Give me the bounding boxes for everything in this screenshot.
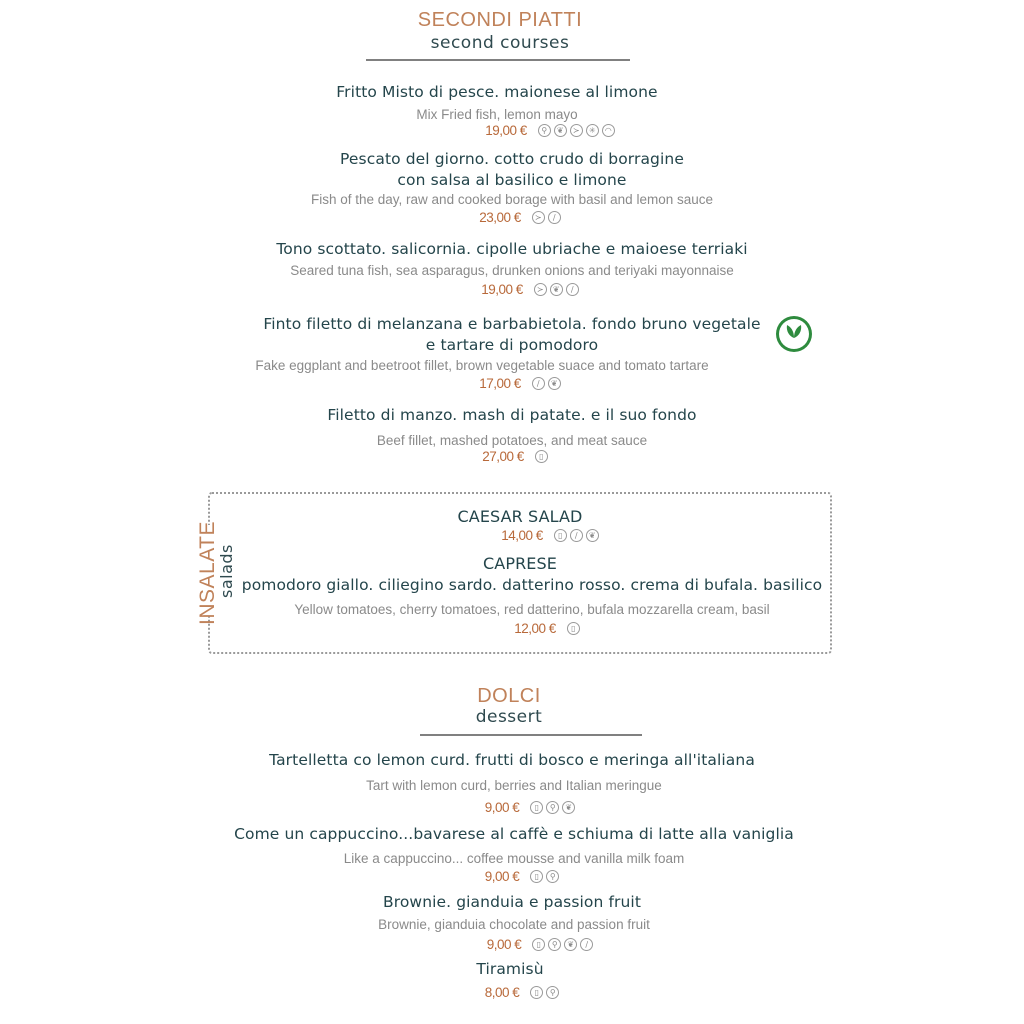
price: 27,00 € — [482, 449, 524, 464]
price: 14,00 € — [501, 528, 543, 543]
dish-name: Come un cappuccino...bavarese al caffè e schiuma di latte alla vaniglia — [234, 825, 794, 843]
section-title-dolci: DOLCI — [477, 685, 541, 707]
gluten-icon: ❦ — [550, 283, 563, 296]
section-title-secondi: SECONDI PIATTI — [417, 9, 583, 31]
gluten-icon: ❦ — [554, 124, 567, 137]
price-row — [8, 210, 1024, 225]
milk-icon: ⚲ — [538, 124, 551, 137]
egg-icon: ▯ — [530, 870, 543, 883]
sulphites-icon: ▯ — [554, 529, 567, 542]
price: 9,00 € — [484, 869, 520, 884]
fish-icon: ≻ — [532, 211, 545, 224]
dish-description: Beef fillet, mashed potatoes, and meat sauce — [376, 433, 648, 448]
shellfish-icon: ◠ — [602, 124, 615, 137]
price: 17,00 € — [479, 376, 521, 391]
price-row — [38, 528, 1024, 543]
dish-description: Seared tuna fish, sea asparagus, drunken onions and teriyaki mayonnaise — [290, 263, 734, 278]
dish-name: Tono scottato. salicornia. cipolle ubriache e maioese terriaki — [276, 240, 748, 258]
price-row — [10, 869, 1024, 884]
dish-name: CAESAR SALAD — [457, 507, 583, 526]
price: 8,00 € — [484, 985, 520, 1000]
section-subtitle-dolci: dessert — [475, 707, 543, 727]
price-row — [18, 282, 1024, 297]
fish-icon: ≻ — [570, 124, 583, 137]
dish-name: Finto filetto di melanzana e barbabietola. fondo bruno vegetale — [263, 315, 761, 333]
egg-icon: ▯ — [530, 986, 543, 999]
section-subtitle-secondi: second courses — [430, 33, 570, 53]
dish-name: Tiramisù — [476, 960, 544, 978]
price-row — [8, 376, 1024, 391]
dish-name: Fritto Misto di pesce. maionese al limone — [336, 83, 658, 101]
dish-name: Filetto di manzo. mash di patate. e il suo fondo — [327, 406, 697, 424]
egg-icon: ▯ — [532, 938, 545, 951]
price-row — [38, 123, 1024, 138]
crustacean-icon: ✳ — [586, 124, 599, 137]
milk-icon: ⚲ — [546, 986, 559, 999]
section-title-insalate: INSALATE — [196, 521, 219, 625]
sulphites-icon: ▯ — [567, 622, 580, 635]
dish-description: Mix Fried fish, lemon mayo — [416, 107, 578, 122]
fish-icon: ≻ — [534, 283, 547, 296]
dish-description: Brownie, gianduia chocolate and passion fruit — [378, 917, 650, 932]
dish-description: Fish of the day, raw and cooked borage with basil and lemon sauce — [311, 192, 713, 207]
dish-name-line2: con salsa al basilico e limone — [397, 171, 627, 189]
gluten-icon: ❦ — [586, 529, 599, 542]
vegan-badge — [776, 316, 812, 352]
celery-icon: ∕ — [570, 529, 583, 542]
egg-icon: ▯ — [530, 801, 543, 814]
celery-icon: ∕ — [566, 283, 579, 296]
sulphites-icon: ▯ — [535, 450, 548, 463]
dish-description: Tart with lemon curd, berries and Italian meringue — [366, 778, 662, 793]
milk-icon: ⚲ — [546, 801, 559, 814]
price: 12,00 € — [514, 621, 556, 636]
price: 23,00 € — [479, 210, 521, 225]
gluten-icon: ❦ — [562, 801, 575, 814]
dish-description: Fake eggplant and beetroot fillet, brown vegetable suace and tomato tartare — [255, 358, 709, 373]
dish-description: Like a cappuccino... coffee mousse and vanilla milk foam — [343, 851, 685, 866]
price-row — [18, 800, 1024, 815]
dish-name-line2: e tartare di pomodoro — [425, 336, 599, 354]
section-subtitle-insalate: salads — [217, 544, 236, 598]
dish-description: Yellow tomatoes, cherry tomatoes, red datterino, bufala mozzarella cream, basil — [294, 602, 770, 617]
celery-icon: ∕ — [532, 377, 545, 390]
leaf-icon — [779, 319, 809, 341]
price-row — [10, 985, 1024, 1000]
price: 19,00 € — [485, 123, 527, 138]
dish-name: CAPRESE — [483, 554, 557, 573]
vegan-label: VEGAN — [785, 342, 802, 347]
dish-name: Pescato del giorno. cotto crudo di borragine — [340, 150, 684, 168]
section-divider — [366, 59, 630, 61]
celery-icon: ∕ — [548, 211, 561, 224]
milk-icon: ⚲ — [546, 870, 559, 883]
price: 9,00 € — [486, 937, 522, 952]
gluten-icon: ❦ — [548, 377, 561, 390]
section-divider — [420, 734, 642, 736]
price: 9,00 € — [484, 800, 520, 815]
price-row — [28, 937, 1024, 952]
price-row — [35, 621, 1024, 636]
gluten-icon: ❦ — [564, 938, 577, 951]
price: 19,00 € — [481, 282, 523, 297]
milk-icon: ⚲ — [548, 938, 561, 951]
dish-name: Brownie. gianduia e passion fruit — [382, 893, 642, 911]
dish-name-line2: pomodoro giallo. ciliegino sardo. datterino rosso. crema di bufala. basilico — [241, 576, 823, 594]
nuts-icon: ∕ — [580, 938, 593, 951]
dish-name: Tartelletta co lemon curd. frutti di bosco e meringa all'italiana — [269, 751, 755, 769]
price-row — [3, 449, 1024, 464]
